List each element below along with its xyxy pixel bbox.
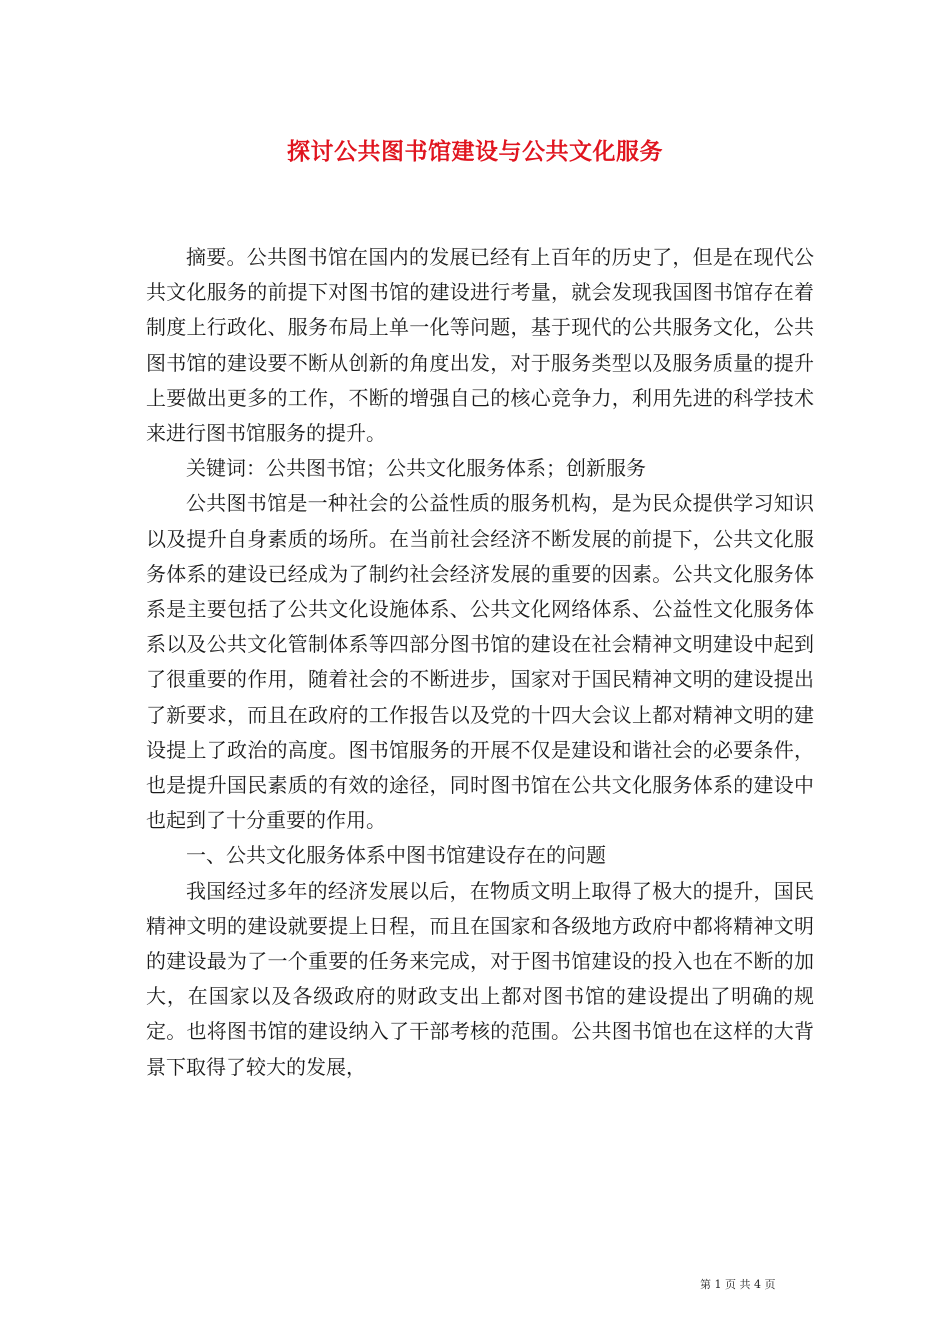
section-paragraph: 我国经过多年的经济发展以后，在物质文明上取得了极大的提升，国民精神文明的建设就要提上日程，而且在国家和各级地方政府中都将精神文明的建设最为了一个重要的任务来完成，对于图书馆建设的投入也在不断的加大，在国家以及各级政府的财政支出上都对图书馆的建设提出了明确的规定。也将图书馆的建设纳入了干部考核的范围。公共图书馆也在这样的大背景下取得了较大的发展，: [146, 878, 814, 1079]
section-heading: 一、公共文化服务体系中图书馆建设存在的问题: [186, 843, 606, 868]
abstract-paragraph: 摘要。公共图书馆在国内的发展已经有上百年的历史了，但是在现代公共文化服务的前提下对图书馆的建设进行考量，就会发现我国图书馆存在着制度上行政化、服务布局上单一化等问题，基于现代的公共服务文化，公共图书馆的建设要不断从创新的角度出发，对于服务类型以及服务质量的提升上要做出更多的工作，不断的增强自己的核心竞争力，利用先进的科学技术来进行图书馆服务的提升。: [146, 245, 814, 446]
page-number-footer: 第 1 页 共 4 页: [700, 1278, 776, 1291]
intro-paragraph: 公共图书馆是一种社会的公益性质的服务机构，是为民众提供学习知识以及提升自身素质的场所。在当前社会经济不断发展的前提下，公共文化服务体系的建设已经成为了制约社会经济发展的重要的因素。公共文化服务体系是主要包括了公共文化设施体系、公共文化网络体系、公益性文化服务体系以及公共文化管制体系等四部分图书馆的建设在社会精神文明建设中起到了很重要的作用，随着社会的不断进步，国家对于国民精神文明的建设提出了新要求，而且在政府的工作报告以及党的十四大会议上都对精神文明的建设提上了政治的高度。图书馆服务的开展不仅是建设和谐社会的必要条件，也是提升国民素质的有效的途径，同时图书馆在公共文化服务体系的建设中也起到了十分重要的作用。: [146, 491, 814, 833]
keywords-paragraph: 关键词：公共图书馆；公共文化服务体系；创新服务: [186, 456, 646, 481]
document-body: [146, 240, 814, 1085]
document-title: 探讨公共图书馆建设与公共文化服务: [287, 138, 663, 165]
